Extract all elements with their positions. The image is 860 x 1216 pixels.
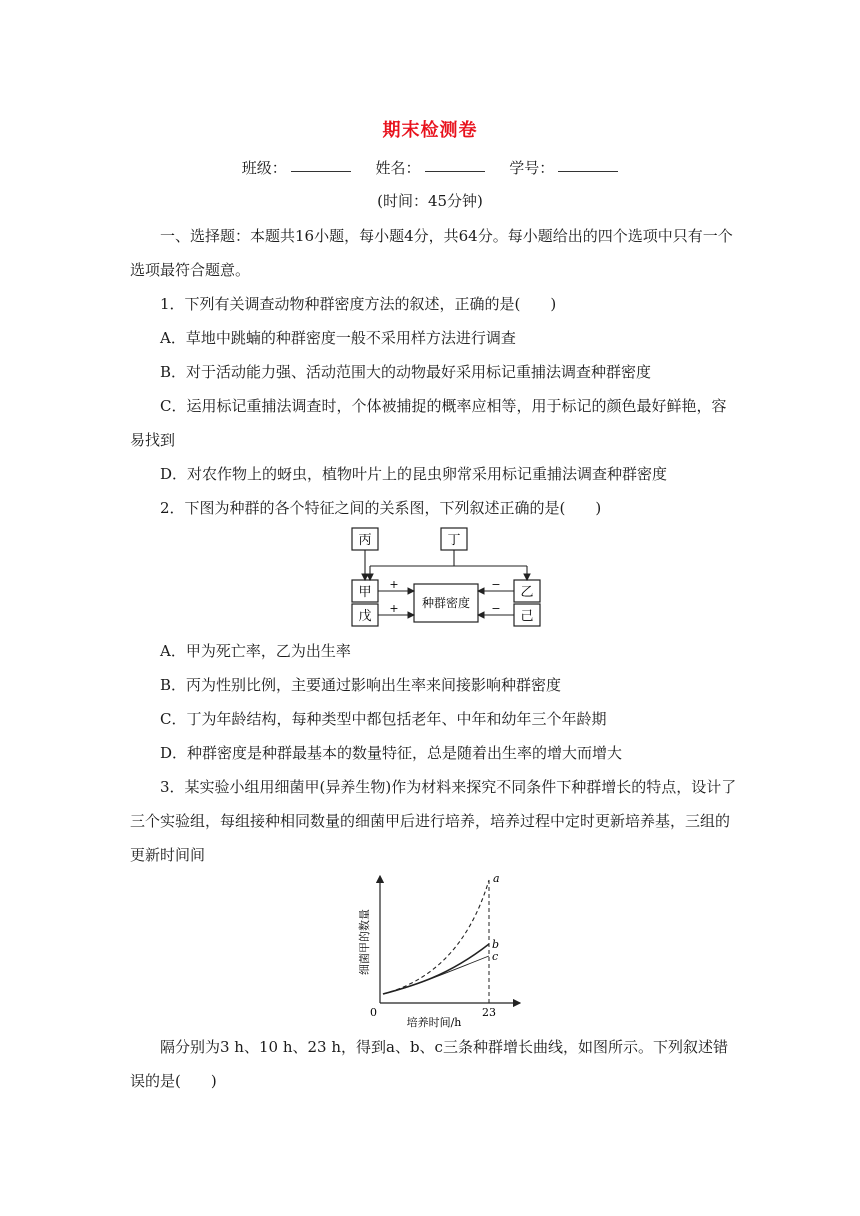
label-bing: 丙: [358, 533, 372, 548]
sign-plus-1: +: [389, 578, 399, 591]
population-feature-diagram: [346, 526, 544, 630]
student-info-row: [0, 157, 860, 178]
origin-label: 0: [370, 1006, 377, 1019]
q2-option-b: B．丙为性别比例，主要通过影响出生率来间接影响种群密度: [160, 676, 562, 694]
page-title: 期末检测卷: [382, 120, 478, 141]
label-b: b: [492, 938, 500, 951]
label-jia: 甲: [358, 585, 372, 600]
class-label: 班级：: [241, 159, 287, 177]
time-note: (时间：45分钟): [377, 192, 483, 210]
label-ding: 丁: [447, 533, 461, 548]
q1-option-a: A．草地中跳蝻的种群密度一般不采用样方法进行调查: [160, 329, 516, 347]
label-wu: 戊: [358, 609, 372, 624]
x-axis-label: 培养时间/h: [406, 1016, 462, 1028]
q2-option-a: A．甲为死亡率，乙为出生率: [160, 642, 351, 660]
q1-option-c: C．运用标记重捕法调查时，个体被捕捉的概率应相等，用于标记的颜色最好鲜艳，容易找到: [130, 397, 727, 449]
growth-curve-graph: [358, 870, 528, 1028]
label-ji: 己: [520, 609, 534, 624]
q1-stem: 1．下列有关调查动物种群密度方法的叙述，正确的是( ): [160, 295, 557, 313]
q2-option-c: C．丁为年龄结构，每种类型中都包括老年、中年和幼年三个年龄期: [160, 710, 607, 728]
label-yi: 乙: [520, 585, 534, 600]
q1-option-b: B．对于活动能力强、活动范围大的动物最好采用标记重捕法调查种群密度: [160, 363, 652, 381]
q3-continuation: 隔分别为3 h、10 h、23 h，得到a、b、c三条种群增长曲线，如图所示。下列叙述错误的是( ): [130, 1038, 728, 1090]
section-intro: 一、选择题：本题共16小题，每小题4分，共64分。每小题给出的四个选项中只有一个选项最符合题意。: [130, 227, 733, 279]
name-label: 姓名：: [375, 159, 421, 177]
id-label: 学号：: [509, 159, 555, 177]
id-blank[interactable]: [558, 171, 618, 172]
sign-minus-1: −: [491, 578, 501, 591]
curve-b: [383, 944, 489, 994]
class-blank[interactable]: [291, 171, 351, 172]
label-a: a: [493, 872, 500, 885]
label-c: c: [492, 950, 499, 963]
sign-minus-2: −: [491, 602, 501, 615]
y-axis-label: 细菌甲的数量: [358, 909, 371, 975]
label-density: 种群密度: [421, 596, 471, 610]
q2-stem: 2．下图为种群的各个特征之间的关系图，下列叙述正确的是( ): [160, 499, 602, 517]
q1-option-d: D．对农作物上的蚜虫，植物叶片上的昆虫卵常采用标记重捕法调查种群密度: [160, 465, 668, 483]
xtick-23: 23: [482, 1006, 496, 1019]
q2-option-d: D．种群密度是种群最基本的数量特征，总是随着出生率的增大而增大: [160, 744, 623, 762]
q3-stem: 3．某实验小组用细菌甲(异养生物)作为材料来探究不同条件下种群增长的特点，设计了三个实验组，每组接种相同数量的细菌甲后进行培养，培养过程中定时更新培养基，三组的更新时间间: [130, 778, 737, 864]
sign-plus-2: +: [389, 602, 399, 615]
name-blank[interactable]: [425, 171, 485, 172]
